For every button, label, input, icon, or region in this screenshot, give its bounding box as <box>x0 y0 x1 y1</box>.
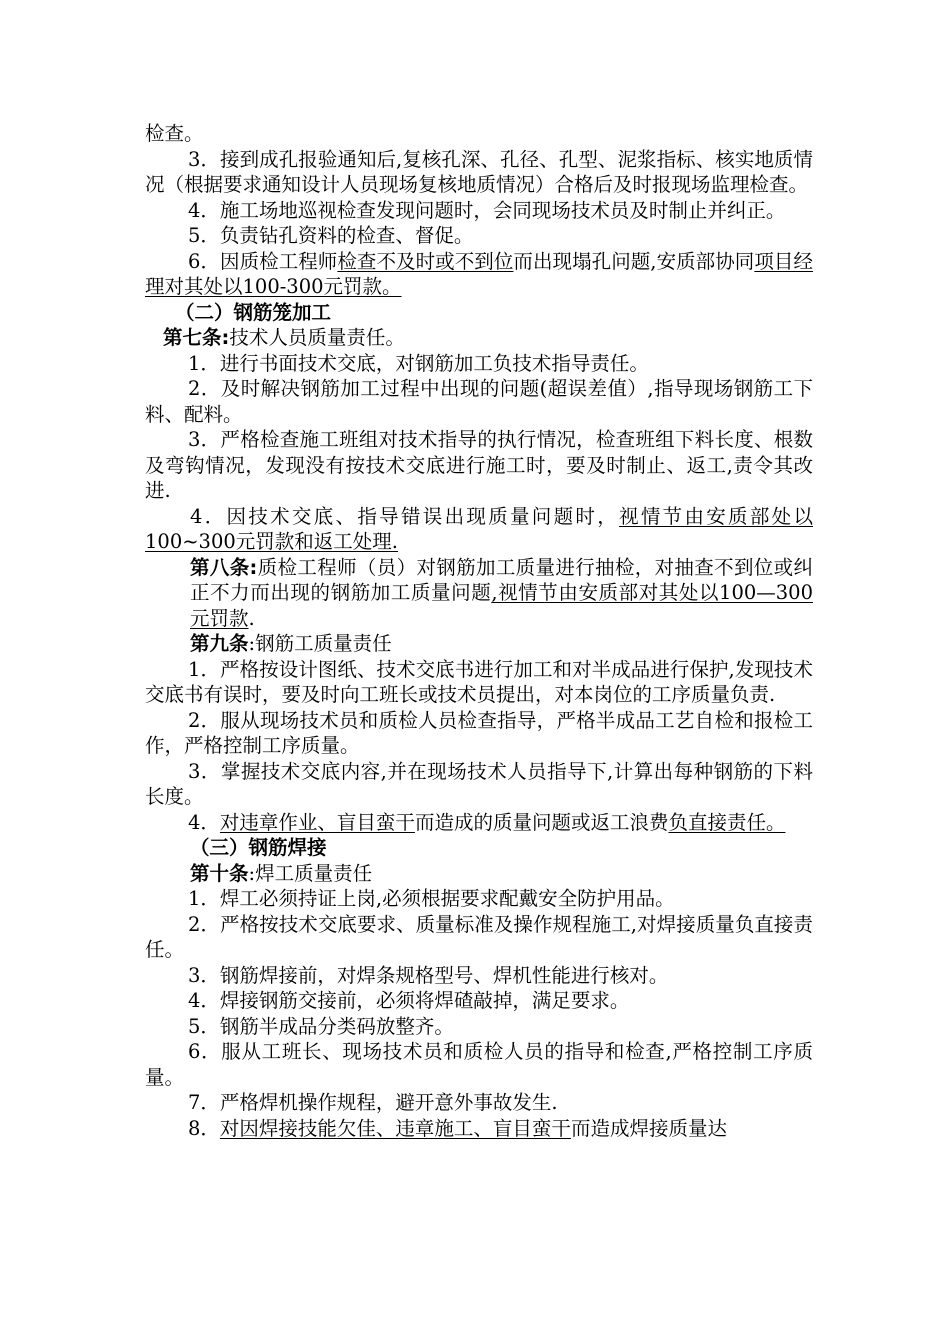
underlined-text: 项目经理对其处以100-300元罚款。 <box>145 249 813 298</box>
paragraph: 6．服从工班长、现场技术员和质检人员的指导和检查,严格控制工序质量。 <box>145 1040 813 1089</box>
text-run: 技术人员质量责任。 <box>229 326 405 349</box>
underlined-text: 视情节由安质部处以100~300元罚款和返工处理. <box>145 504 813 553</box>
underlined-text: 检查不及时或不到位 <box>337 249 514 273</box>
paragraph: 1．严格按设计图纸、技术交底书进行加工和对半成品进行保护,发现技术交底书有误时，要及时向工班长或技术员提出，对本岗位的工序质量负责. <box>145 657 813 706</box>
text-run: 而造成焊接质量达 <box>570 1116 727 1140</box>
text-run: 6．因质检工程师 <box>188 249 338 273</box>
text-run: 而造成的质量问题或返工浪费 <box>414 810 669 834</box>
text-run: 质检工程师（员）对钢筋加工质量进行抽检，对抽查不到位或纠正不力而出现的钢筋加工质量问题 <box>190 555 813 604</box>
article-label: 第九条 <box>190 632 249 655</box>
article-label: 第七条: <box>163 326 230 349</box>
text-run: :钢筋工质量责任 <box>248 632 392 655</box>
paragraph: 3．接到成孔报验通知后,复核孔深、孔径、孔型、泥浆指标、核实地质情况（根据要求通知设计人员现场复核地质情况）合格后及时报现场监理检查。 <box>145 147 813 196</box>
paragraph: 3．严格检查施工班组对技术指导的执行情况，检查班组下料长度、根数及弯钩情况，发现没有按技术交底进行施工时，要及时制止、返工,责令其改进. <box>145 428 813 502</box>
paragraph: 3．钢筋焊接前，对焊条规格型号、焊机性能进行核对。 <box>188 963 669 987</box>
paragraph: 5．负责钻孔资料的检查、督促。 <box>188 224 474 247</box>
paragraph <box>145 810 813 836</box>
text-run: 而出现塌孔问题,安质部协同 <box>513 249 755 273</box>
paragraph: 3．掌握技术交底内容,并在现场技术人员指导下,计算出每种钢筋的下料长度。 <box>145 759 813 808</box>
underlined-text: 对因焊接技能欠佳、违章施工、盲目蛮干 <box>219 1116 571 1140</box>
text-run: 4． <box>188 810 220 834</box>
paragraph <box>145 249 813 300</box>
article-paragraph <box>145 555 813 632</box>
paragraph <box>145 504 813 555</box>
text-run: 8． <box>188 1116 220 1140</box>
article-heading <box>145 325 813 351</box>
paragraph: 1．焊工必须持证上岗,必须根据要求配戴安全防护用品。 <box>188 887 675 910</box>
article-label: 第八条: <box>190 555 258 579</box>
underlined-text: 对违章作业、盲目蛮干 <box>219 810 415 834</box>
text-run: 4．因技术交底、指导错误出现质量问题时， <box>190 504 620 528</box>
paragraph: 4．焊接钢筋交接前，必须将焊碴敲掉，满足要求。 <box>188 989 630 1012</box>
section-heading: （二）钢筋笼加工 <box>175 300 332 324</box>
article-heading <box>145 631 813 657</box>
paragraph: 4．施工场地巡视检查发现问题时，会同现场技术员及时制止并纠正。 <box>188 198 786 222</box>
article-label: 第十条 <box>190 861 249 885</box>
text-run: :焊工质量责任 <box>248 861 373 885</box>
paragraph: 2．服从现场技术员和质检人员检查指导，严格半成品工艺自检和报检工作，严格控制工序质量。 <box>145 708 813 757</box>
underlined-text: ,视情节由安质部对其处以100—300元罚款 <box>190 581 813 630</box>
paragraph: 2．及时解决钢筋加工过程中出现的问题(超误差值）,指导现场钢筋工下料、配料。 <box>145 377 813 426</box>
paragraph: 检查。 <box>145 122 204 145</box>
article-heading <box>145 861 813 887</box>
paragraph: 1．进行书面技术交底，对钢筋加工负技术指导责任。 <box>188 351 649 375</box>
paragraph: 2．严格按技术交底要求、质量标准及操作规程施工,对焊接质量负直接责任。 <box>145 912 813 961</box>
paragraph <box>145 1116 813 1142</box>
paragraph: 5．钢筋半成品分类码放整齐。 <box>188 1014 454 1038</box>
document-body <box>145 121 813 1141</box>
underlined-text: 负直接责任。 <box>668 810 786 834</box>
section-heading: （三）钢筋焊接 <box>190 836 327 859</box>
text-run: . <box>248 606 255 630</box>
paragraph: 7．严格焊机操作规程，避开意外事故发生. <box>188 1091 558 1114</box>
